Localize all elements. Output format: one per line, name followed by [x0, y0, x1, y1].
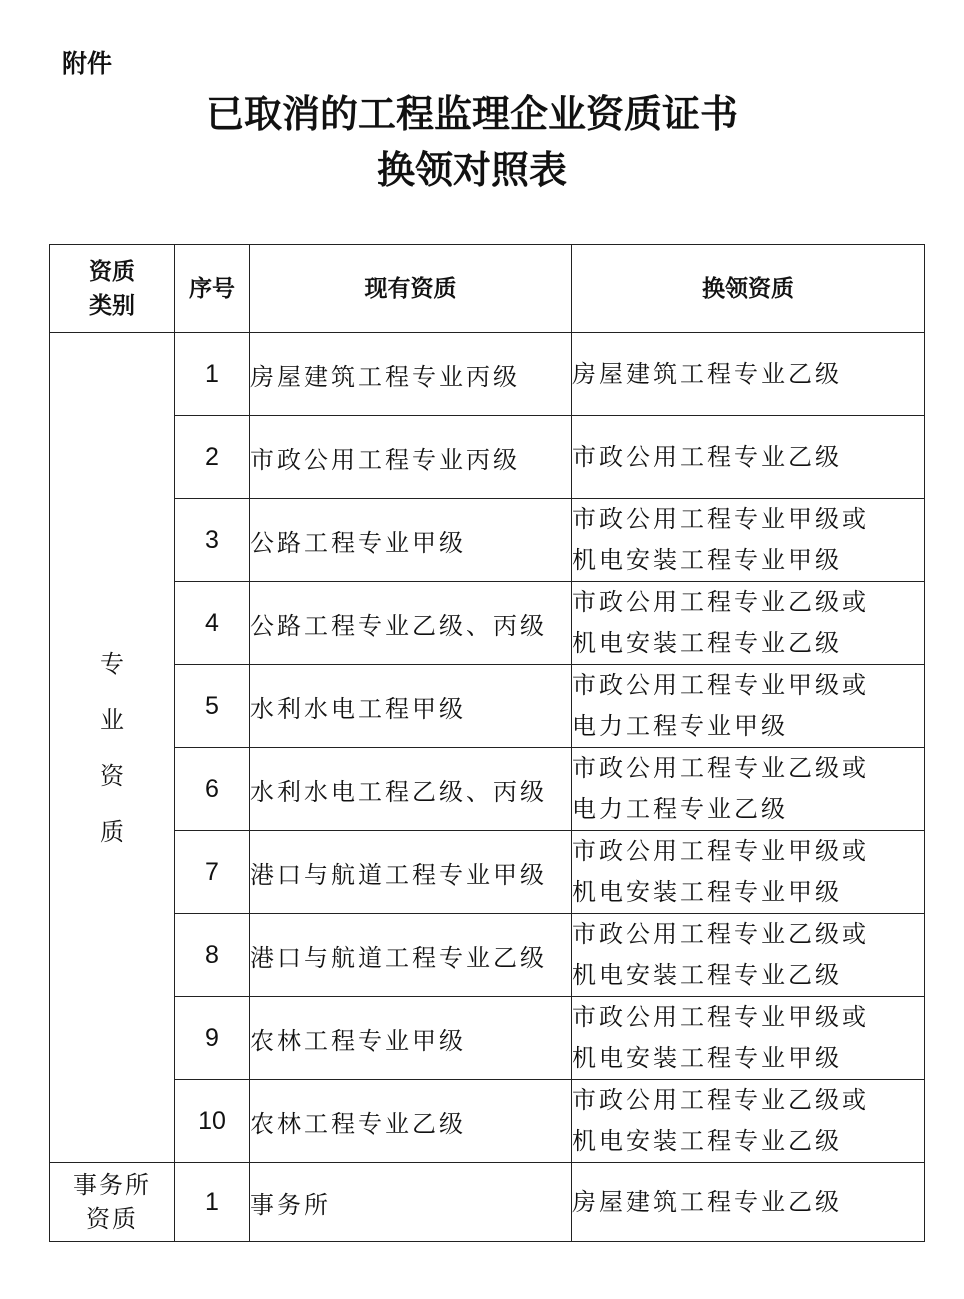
new-qualification: 房屋建筑工程专业乙级	[572, 1163, 925, 1242]
current-qualification: 水利水电工程乙级、丙级	[250, 748, 572, 831]
seq-cell: 2	[175, 416, 250, 499]
table-row	[50, 333, 925, 416]
current-qualification: 市政公用工程专业丙级	[250, 416, 572, 499]
table-row	[50, 831, 925, 914]
page-title	[0, 86, 944, 198]
current-qualification: 公路工程专业甲级	[250, 499, 572, 582]
current-qualification: 农林工程专业甲级	[250, 997, 572, 1080]
table-row	[50, 997, 925, 1080]
new-qualification: 市政公用工程专业甲级或 机电安装工程专业甲级	[572, 831, 925, 914]
seq-cell: 7	[175, 831, 250, 914]
table-row	[50, 582, 925, 665]
seq-cell: 9	[175, 997, 250, 1080]
seq-cell: 6	[175, 748, 250, 831]
header-current: 现有资质	[250, 245, 572, 333]
attachment-label: 附件	[62, 49, 113, 78]
table-row	[50, 665, 925, 748]
current-qualification: 港口与航道工程专业乙级	[250, 914, 572, 997]
title-line-1: 已取消的工程监理企业资质证书	[205, 91, 738, 136]
current-qualification: 农林工程专业乙级	[250, 1080, 572, 1163]
current-qualification: 事务所	[250, 1163, 572, 1242]
new-qualification: 市政公用工程专业甲级或 机电安装工程专业甲级	[572, 499, 925, 582]
comparison-table	[49, 244, 925, 1242]
table-row	[50, 748, 925, 831]
header-seq: 序号	[175, 245, 250, 333]
title-line-2: 换领对照表	[376, 147, 567, 192]
new-qualification: 市政公用工程专业乙级或 机电安装工程专业乙级	[572, 1080, 925, 1163]
current-qualification: 水利水电工程甲级	[250, 665, 572, 748]
current-qualification: 公路工程专业乙级、丙级	[250, 582, 572, 665]
seq-cell: 4	[175, 582, 250, 665]
table-row	[50, 416, 925, 499]
seq-cell: 1	[175, 1163, 250, 1242]
table-row	[50, 914, 925, 997]
current-qualification: 房屋建筑工程专业丙级	[250, 333, 572, 416]
new-qualification: 房屋建筑工程专业乙级	[572, 333, 925, 416]
table-row	[50, 1080, 925, 1163]
new-qualification: 市政公用工程专业乙级或 机电安装工程专业乙级	[572, 582, 925, 665]
seq-cell: 3	[175, 499, 250, 582]
header-category: 资质类别	[50, 245, 175, 333]
new-qualification: 市政公用工程专业乙级或 电力工程专业乙级	[572, 748, 925, 831]
table-row	[50, 1163, 925, 1242]
seq-cell: 8	[175, 914, 250, 997]
new-qualification: 市政公用工程专业乙级或 机电安装工程专业乙级	[572, 914, 925, 997]
category-professional: 专业资质	[50, 333, 175, 1163]
header-new: 换领资质	[572, 245, 925, 333]
seq-cell: 5	[175, 665, 250, 748]
current-qualification: 港口与航道工程专业甲级	[250, 831, 572, 914]
header-row	[50, 245, 925, 333]
new-qualification: 市政公用工程专业甲级或 电力工程专业甲级	[572, 665, 925, 748]
new-qualification: 市政公用工程专业甲级或 机电安装工程专业甲级	[572, 997, 925, 1080]
seq-cell: 10	[175, 1080, 250, 1163]
category-firm: 事务所 资质	[50, 1163, 175, 1242]
table-row	[50, 499, 925, 582]
seq-cell: 1	[175, 333, 250, 416]
new-qualification: 市政公用工程专业乙级	[572, 416, 925, 499]
